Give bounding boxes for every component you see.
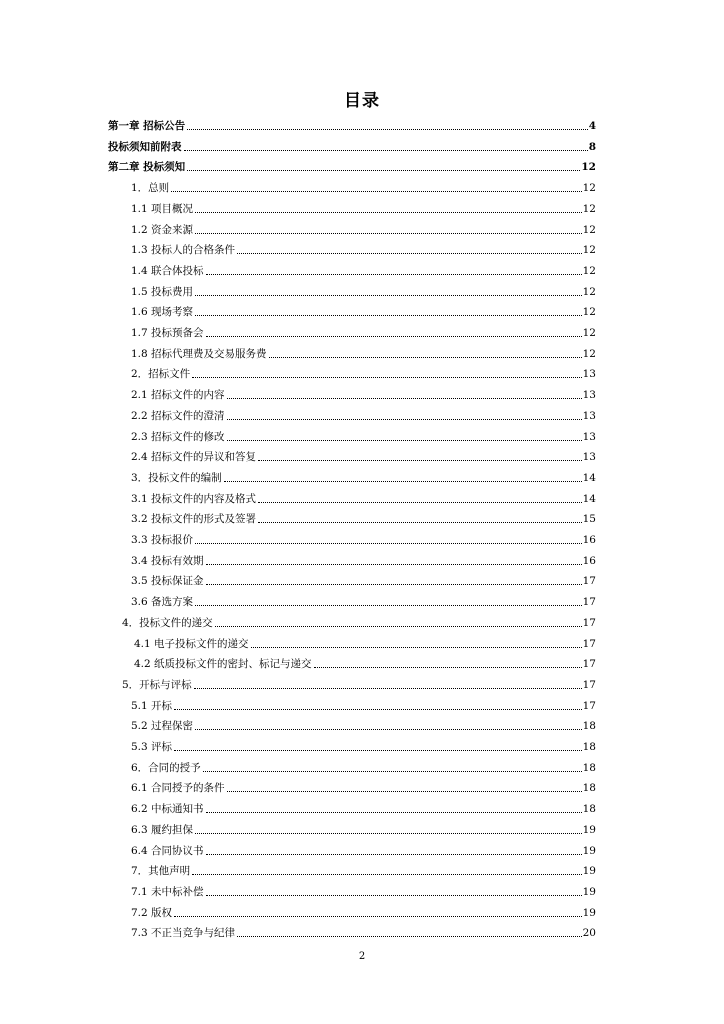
toc-entry[interactable] xyxy=(131,713,596,733)
toc-entry[interactable] xyxy=(131,858,596,878)
toc-entry[interactable] xyxy=(108,134,596,154)
toc-entry[interactable] xyxy=(134,651,596,671)
toc-entry-page: 18 xyxy=(582,803,596,816)
toc-entry-page: 17 xyxy=(582,658,596,671)
toc-entry-page: 19 xyxy=(582,844,596,857)
toc-entry-label: 4．投标文件的递交 xyxy=(122,616,213,629)
toc-entry-page: 17 xyxy=(582,596,596,609)
toc-entry-label: 3．投标文件的编制 xyxy=(131,471,222,484)
toc-entry-page: 19 xyxy=(582,865,596,878)
toc-entry-label: 6.1 合同授予的条件 xyxy=(131,782,225,795)
toc-entry-label: 5.3 评标 xyxy=(131,741,173,753)
toc-entry-label: 6.2 中标通知书 xyxy=(131,803,204,816)
toc-leader-dots xyxy=(251,646,582,648)
toc-entry-label: 1．总则 xyxy=(131,182,170,195)
toc-entry[interactable] xyxy=(131,796,596,816)
toc-entry-label: 6.4 合同协议书 xyxy=(131,844,204,857)
toc-leader-dots xyxy=(184,149,588,151)
toc-entry-label: 3.5 投标保证金 xyxy=(131,575,204,588)
toc-entry-label: 3.1 投标文件的内容及格式 xyxy=(131,492,257,505)
toc-entry-label: 1.6 现场考察 xyxy=(131,306,194,319)
toc-entry-page: 13 xyxy=(582,389,596,402)
toc-leader-dots xyxy=(195,314,582,316)
toc-entry-label: 第一章 招标公告 xyxy=(108,120,186,132)
toc-entry-page: 15 xyxy=(582,513,596,526)
toc-entry[interactable] xyxy=(131,589,596,609)
toc-entry[interactable] xyxy=(131,196,596,216)
toc-entry-page: 4 xyxy=(588,120,596,132)
toc-leader-dots xyxy=(203,770,582,772)
toc-entry-page: 12 xyxy=(581,161,596,174)
toc-entry[interactable] xyxy=(108,113,596,133)
toc-leader-dots xyxy=(195,728,582,730)
toc-leader-dots xyxy=(237,252,582,254)
toc-entry-page: 8 xyxy=(588,140,596,153)
toc-entry[interactable] xyxy=(131,879,596,899)
toc-leader-dots xyxy=(206,853,582,855)
toc-leader-dots xyxy=(224,480,582,482)
toc-entry-page: 20 xyxy=(582,927,596,940)
toc-entry-label: 7.1 未中标补偿 xyxy=(131,885,204,898)
toc-leader-dots xyxy=(206,335,582,337)
toc-entry[interactable] xyxy=(131,403,596,423)
toc-entry-page: 12 xyxy=(582,202,596,215)
toc-title: 目录 xyxy=(344,91,380,111)
toc-entry[interactable] xyxy=(131,568,596,588)
toc-entry[interactable] xyxy=(131,775,596,795)
toc-entry-label: 3.2 投标文件的形式及签署 xyxy=(131,513,257,526)
toc-entry[interactable] xyxy=(131,838,596,858)
toc-entry-page: 12 xyxy=(582,285,596,298)
toc-entry[interactable] xyxy=(131,920,596,940)
toc-entry-label: 2.2 招标文件的澄清 xyxy=(131,409,225,422)
toc-entry-label: 1.8 招标代理费及交易服务费 xyxy=(131,347,267,360)
toc-entry-page: 18 xyxy=(582,720,596,733)
page-number: 2 xyxy=(358,951,366,962)
toc-entry-label: 2.3 招标文件的修改 xyxy=(131,430,225,443)
toc-entry-label: 3.6 备选方案 xyxy=(131,596,194,609)
toc-leader-dots xyxy=(206,583,582,585)
toc-leader-dots xyxy=(227,439,582,441)
toc-entry[interactable] xyxy=(131,444,596,464)
toc-leader-dots xyxy=(195,832,582,834)
toc-entry-page: 19 xyxy=(582,823,596,836)
toc-entry-page: 16 xyxy=(582,534,596,546)
toc-entry[interactable] xyxy=(108,154,596,174)
toc-entry[interactable] xyxy=(122,672,596,692)
toc-entry[interactable] xyxy=(131,341,596,361)
toc-entry[interactable] xyxy=(131,734,596,754)
toc-entry[interactable] xyxy=(131,217,596,237)
toc-entry[interactable] xyxy=(131,693,596,713)
toc-leader-dots xyxy=(206,894,582,896)
toc-leader-dots xyxy=(195,294,582,296)
toc-entry-label: 7．其他声明 xyxy=(131,865,191,878)
toc-entry-page: 12 xyxy=(582,306,596,319)
toc-entry-page: 12 xyxy=(582,182,596,195)
toc-leader-dots xyxy=(314,666,582,668)
toc-entry-page: 19 xyxy=(582,885,596,898)
toc-entry-page: 17 xyxy=(582,637,596,650)
toc-leader-dots xyxy=(269,356,582,358)
toc-entry-page: 19 xyxy=(582,906,596,919)
toc-entry[interactable] xyxy=(131,279,596,299)
toc-entry-label: 第二章 投标须知 xyxy=(108,161,186,174)
toc-entry[interactable] xyxy=(131,817,596,837)
toc-entry[interactable] xyxy=(131,258,596,278)
toc-entry[interactable] xyxy=(131,548,596,568)
toc-entry[interactable] xyxy=(131,299,596,319)
toc-entry-page: 18 xyxy=(582,782,596,795)
toc-entry-page: 18 xyxy=(582,741,596,753)
toc-entry-label: 1.7 投标预备会 xyxy=(131,327,204,339)
toc-entry[interactable] xyxy=(131,237,596,257)
toc-leader-dots xyxy=(237,935,582,937)
toc-entry-page: 12 xyxy=(582,223,596,236)
toc-entry[interactable] xyxy=(131,320,596,340)
toc-entry[interactable] xyxy=(131,175,596,195)
toc-entry-label: 7.3 不正当竞争与纪律 xyxy=(131,927,236,940)
toc-entry-page: 14 xyxy=(582,492,596,505)
toc-leader-dots xyxy=(171,190,581,192)
toc-entry-page: 17 xyxy=(582,678,596,691)
toc-leader-dots xyxy=(195,211,582,213)
toc-leader-dots xyxy=(192,376,581,378)
toc-entry-label: 1.5 投标费用 xyxy=(131,285,194,298)
toc-leader-dots xyxy=(258,459,582,461)
toc-leader-dots xyxy=(187,169,580,171)
toc-entry-label: 2.4 招标文件的异议和答复 xyxy=(131,451,257,464)
toc-leader-dots xyxy=(174,915,582,917)
toc-entry-label: 2.1 招标文件的内容 xyxy=(131,389,225,402)
toc-leader-dots xyxy=(215,625,582,627)
toc-entry[interactable] xyxy=(134,631,596,651)
toc-leader-dots xyxy=(174,708,582,710)
toc-entry-page: 17 xyxy=(582,699,596,712)
toc-entry-label: 3.4 投标有效期 xyxy=(131,554,204,567)
toc-entry-page: 13 xyxy=(582,451,596,464)
toc-leader-dots xyxy=(227,790,582,792)
toc-leader-dots xyxy=(258,521,582,523)
toc-entry[interactable] xyxy=(131,506,596,526)
toc-entry-page: 16 xyxy=(582,554,596,567)
toc-leader-dots xyxy=(187,128,588,130)
toc-entry[interactable] xyxy=(131,424,596,444)
toc-entry-label: 5.1 开标 xyxy=(131,699,173,712)
toc-entry-label: 1.4 联合体投标 xyxy=(131,264,204,277)
toc-entry-page: 12 xyxy=(582,264,596,277)
toc-entry-label: 6.3 履约担保 xyxy=(131,823,194,836)
toc-entry[interactable] xyxy=(131,382,596,402)
toc-leader-dots xyxy=(206,563,582,565)
toc-leader-dots xyxy=(227,418,582,420)
toc-leader-dots xyxy=(195,232,582,234)
toc-entry-label: 3.3 投标报价 xyxy=(131,534,194,546)
toc-entry-label: 7.2 版权 xyxy=(131,906,173,919)
toc-leader-dots xyxy=(195,604,582,606)
toc-entry[interactable] xyxy=(131,486,596,506)
toc-entry[interactable] xyxy=(131,361,596,381)
toc-entry-label: 1.1 项目概况 xyxy=(131,202,194,215)
toc-entry-page: 18 xyxy=(582,761,596,774)
toc-leader-dots xyxy=(195,542,582,544)
toc-entry-label: 2．招标文件 xyxy=(131,368,191,381)
toc-entry-page: 12 xyxy=(582,327,596,339)
toc-entry-label: 1.3 投标人的合格条件 xyxy=(131,244,236,257)
toc-entry-page: 14 xyxy=(582,471,596,484)
toc-entry-label: 投标须知前附表 xyxy=(108,140,182,153)
toc-entry-page: 12 xyxy=(582,347,596,360)
toc-entry[interactable] xyxy=(131,465,596,485)
toc-entry-label: 4.2 纸质投标文件的密封、标记与递交 xyxy=(134,658,312,671)
toc-leader-dots xyxy=(258,501,582,503)
toc-entry-page: 13 xyxy=(582,430,596,443)
toc-entry-page: 12 xyxy=(582,244,596,257)
toc-entry[interactable] xyxy=(122,610,596,630)
toc-entry[interactable] xyxy=(131,527,596,547)
toc-leader-dots xyxy=(194,687,582,689)
toc-entry-label: 5.2 过程保密 xyxy=(131,720,194,733)
toc-entry-label: 1.2 资金来源 xyxy=(131,223,194,236)
toc-leader-dots xyxy=(206,811,582,813)
toc-entry-label: 4.1 电子投标文件的递交 xyxy=(134,637,249,650)
toc-entry-page: 17 xyxy=(582,616,596,629)
toc-leader-dots xyxy=(192,873,581,875)
toc-entry-label: 5．开标与评标 xyxy=(122,678,192,691)
toc-entry-label: 6．合同的授予 xyxy=(131,761,201,774)
toc-leader-dots xyxy=(174,749,582,751)
toc-leader-dots xyxy=(206,273,582,275)
toc-leader-dots xyxy=(227,397,582,399)
toc-entry-page: 17 xyxy=(582,575,596,588)
toc-entry-page: 13 xyxy=(582,409,596,422)
toc-entry[interactable] xyxy=(131,755,596,775)
toc-entry[interactable] xyxy=(131,900,596,920)
toc-entry-page: 13 xyxy=(582,368,596,381)
